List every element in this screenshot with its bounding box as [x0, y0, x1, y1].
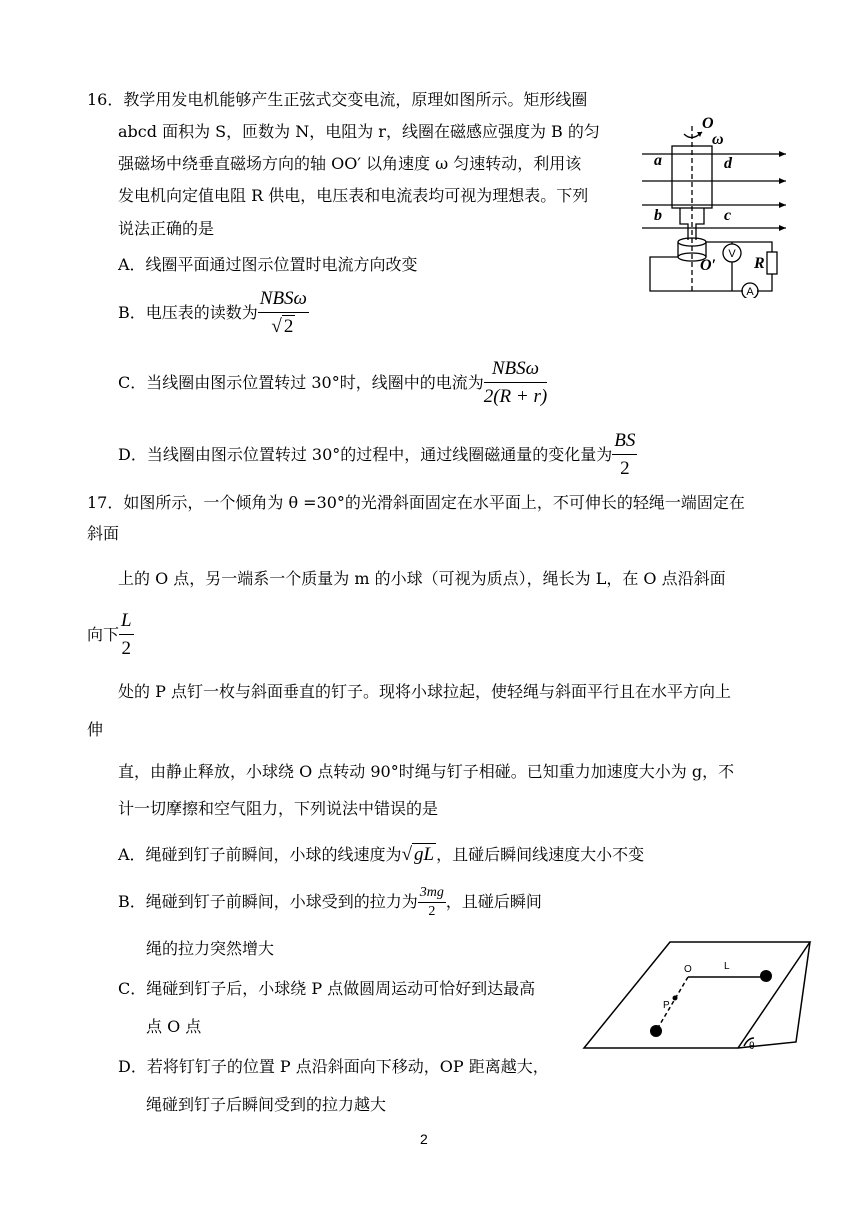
q17-line6: 伸: [87, 720, 104, 739]
q16-option-d-text: D．当线圈由图示位置转过 30°的过程中，通过线圈磁通量的变化量为: [118, 445, 613, 464]
q17-option-a-post: ，且碰后瞬间线速度大小不变: [436, 845, 645, 864]
voltmeter-label: V: [728, 248, 736, 260]
q17-line1: 17．如图所示，一个倾角为 θ =30°的光滑斜面固定在水平面上，不可伸长的轻绳一端固定在: [87, 493, 745, 512]
label-R: R: [754, 255, 765, 272]
q16-option-c: [118, 356, 547, 411]
q16-option-d-numerator: BS: [612, 428, 637, 455]
q16-option-b-numerator: NBSω: [258, 286, 309, 313]
label-O: O: [684, 964, 692, 975]
q17-option-a-radicand: gL: [414, 844, 435, 865]
incline-diagram: [582, 938, 814, 1052]
q17-option-b-pre: B．绳碰到钉子前瞬间，小球受到的拉力为: [118, 892, 418, 911]
q16-option-c-fraction: [484, 356, 547, 411]
q17-option-a: [118, 840, 644, 870]
q17-option-b-numerator: 3mg: [418, 884, 446, 903]
q17-line3: 上的 O 点，另一端系一个质量为 m 的小球（可视为质点），绳长为 L，在 O 点沿斜面: [118, 569, 726, 588]
q17-line4-text: 向下: [87, 625, 120, 644]
label-P: P: [663, 1000, 670, 1011]
q16-option-a: A．线圈平面通过图示位置时电流方向改变: [118, 255, 418, 274]
q17-option-a-pre: A．绳碰到钉子前瞬间，小球的线速度为: [118, 845, 402, 864]
sqrt-symbol: √ gL: [401, 844, 435, 865]
q17-line4-numerator: L: [119, 608, 134, 635]
q17-option-b: [118, 880, 542, 924]
q16-line3: 强磁场中绕垂直磁场方向的轴 OO′ 以角速度 ω 匀速转动，利用该: [118, 154, 582, 173]
label-L: L: [724, 961, 730, 972]
q17-option-b-post: ，且碰后瞬间: [445, 892, 542, 911]
q16-option-b-denominator: 2: [283, 316, 294, 337]
label-b: b: [654, 207, 662, 224]
q16-line2: abcd 面积为 S，匝数为 N，电阻为 r，线圈在磁感应强度为 B 的匀: [118, 122, 600, 141]
q16-line4: 发电机向定值电阻 R 供电，电压表和电流表均可视为理想表。下列: [118, 186, 589, 205]
q16-line5: 说法正确的是: [118, 219, 215, 238]
q17-line4-fraction: [119, 608, 134, 663]
q16-line1: 16．教学用发电机能够产生正弦式交变电流，原理如图所示。矩形线圈: [87, 90, 588, 109]
q16-option-d: [118, 428, 637, 483]
q17-option-c-line2: 点 O 点: [146, 1017, 202, 1036]
label-O-prime: O′: [700, 257, 717, 274]
q17-line7: 直，由静止释放，小球绕 O 点转动 90°时绳与钉子相碰。已知重力加速度大小为 g，不: [118, 762, 735, 781]
q16-option-c-text: C．当线圈由图示位置转过 30°时，线圈中的电流为: [118, 373, 484, 392]
ammeter-label: A: [746, 286, 754, 298]
generator-diagram: [640, 108, 790, 298]
sqrt-symbol: √ 2: [271, 316, 294, 337]
q17-option-b-denominator: 2: [428, 904, 436, 919]
q16-option-b-fraction: [258, 286, 309, 341]
q17-line8: 计一切摩擦和空气阻力，下列说法中错误的是: [118, 799, 439, 818]
page-number: 2: [420, 1131, 428, 1147]
q17-line4-denominator: 2: [121, 638, 132, 659]
label-a: a: [654, 152, 662, 169]
q17-line4: [87, 608, 134, 663]
q17-line5: 处的 P 点钉一枚与斜面垂直的钉子。现将小球拉起，使轻绳与斜面平行且在水平方向上: [118, 682, 731, 701]
q16-option-c-numerator: NBSω: [484, 356, 547, 383]
q16-option-b: [118, 286, 309, 341]
q17-option-c-line1: C．绳碰到钉子后，小球绕 P 点做圆周运动可恰好到达最高: [118, 979, 536, 998]
q16-option-d-fraction: [612, 428, 637, 483]
label-omega: ω: [712, 131, 724, 148]
q16-option-c-denominator: 2(R + r): [483, 386, 548, 407]
q17-option-b-fraction: [418, 884, 446, 921]
label-O: O: [702, 115, 714, 132]
q16-option-b-text: B．电压表的读数为: [118, 303, 258, 322]
q17-line2: 斜面: [87, 524, 120, 543]
label-d: d: [724, 155, 732, 172]
label-theta: θ: [749, 1041, 755, 1052]
label-c: c: [724, 207, 732, 224]
q17-option-d-line2: 绳碰到钉子后瞬间受到的拉力越大: [146, 1095, 387, 1114]
q17-option-d-line1: D．若将钉钉子的位置 P 点沿斜面向下移动，OP 距离越大，: [118, 1057, 549, 1076]
q16-option-d-denominator: 2: [620, 458, 630, 479]
q17-option-b-line2: 绳的拉力突然增大: [146, 939, 275, 958]
